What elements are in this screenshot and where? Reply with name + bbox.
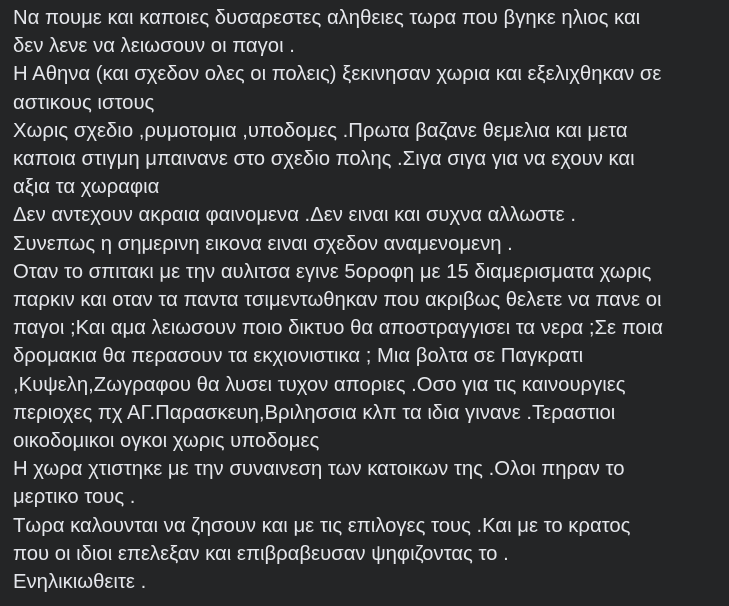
post-line: Δεν αντεχουν ακραια φαινομενα .Δεν ειναι και συχνα αλλωστε . <box>13 204 576 227</box>
post-line: μερτικο τους . <box>13 486 136 509</box>
post-line: δρομακια θα περασουν τα εκχιονιστικα ; Μια βολτα σε Παγκρατι <box>13 345 584 368</box>
post-line: αστικους ιστους <box>13 91 155 114</box>
post-line: που οι ιδιοι επελεξαν και επιβραβευσαν ψηφιζοντας το . <box>13 542 509 565</box>
post-line: Να πουμε και καποιες δυσαρεστες αληθειες τωρα που βγηκε ηλιος και <box>13 7 641 29</box>
post-line: καποια στιγμη μπαινανε στο σχεδιο πολης .Σιγα σιγα για να εχουν και <box>13 148 635 171</box>
post-line: ,Κυψελη,Ζωγραφου θα λυσει τυχον αποριες .Οσο για τις καινουργιες <box>13 373 626 396</box>
post-line: οικοδομικοι ογκοι χωρις υποδομες <box>13 430 320 453</box>
post-line: παρκιν και οταν τα παντα τσιμεντωθηκαν που ακριβως θελετε να πανε οι <box>13 289 662 312</box>
post-line: Ενηλικιωθειτε . <box>13 571 147 594</box>
post-line: Χωρις σχεδιο ,ρυμοτομια ,υποδομες .Πρωτα βαζανε θεμελια και μετα <box>13 119 628 142</box>
post-line: Τωρα καλουνται να ζησουν και με τις επιλογες τους .Και με το κρατος <box>13 514 631 537</box>
post-line: παγοι ;Και αμα λειωσουν ποιο δικτυο θα αποστραγγισει τα νερα ;Σε ποια <box>13 317 663 340</box>
post-line: αξια τα χωραφια <box>13 176 160 199</box>
post-line: Οταν το σπιτακι με την αυλιτσα εγινε 5οροφη με 15 διαμερισματα χωρις <box>13 260 652 283</box>
post-line: Η χωρα χτιστηκε με την συναινεση των κατοικων της .Ολοι πηραν το <box>13 458 625 481</box>
post-line: Συνεπως η σημερινη εικονα ειναι σχεδον αναμενομενη . <box>13 232 513 255</box>
post-line: δεν λενε να λειωσουν οι παγοι . <box>13 35 295 58</box>
post-line: περιοχες πχ ΑΓ.Παρασκευη,Βριλησσια κλπ τα ιδια γινανε .Τεραστιοι <box>13 401 616 424</box>
post-line: Η Αθηνα (και σχεδον ολες οι πολεις) ξεκινησαν χωρια και εξελιχθηκαν σε <box>13 63 662 86</box>
